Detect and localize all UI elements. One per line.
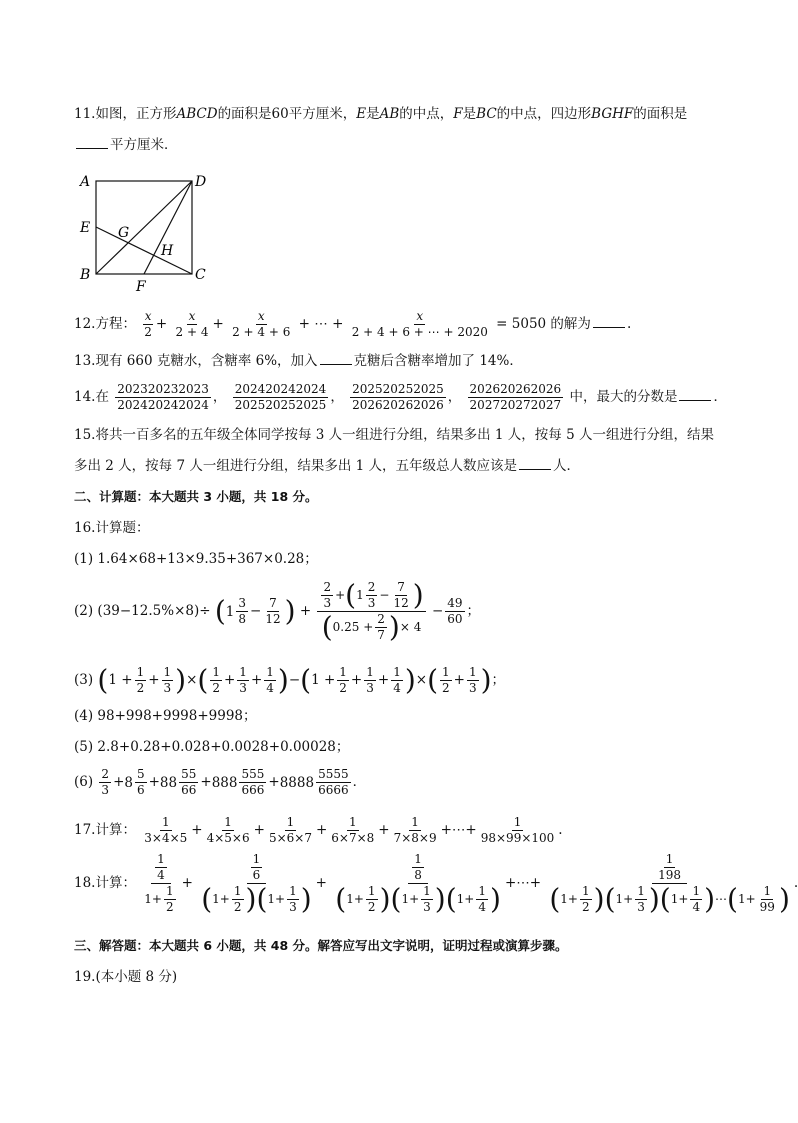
fraction bbox=[233, 382, 329, 413]
denominator: 202420242024 bbox=[117, 398, 209, 412]
answer-blank[interactable] bbox=[593, 313, 625, 328]
q14-text: ， bbox=[447, 389, 462, 405]
numerator: 2 bbox=[367, 580, 376, 594]
whole: 1 bbox=[225, 603, 235, 620]
q11-text: F bbox=[453, 106, 463, 122]
label-b: B bbox=[80, 267, 91, 283]
numerator: 202520252025 bbox=[352, 382, 444, 396]
denominator: 202620262026 bbox=[352, 398, 444, 412]
q16-text: × 4 bbox=[399, 620, 422, 634]
denominator: 2 + 4 bbox=[175, 325, 209, 339]
fraction bbox=[115, 382, 211, 413]
q15-text: 15.将共一百多名的五年级全体同学按每 3 人一组进行分组，结果多出 1 人，按每 5 人一组进行分组，结果 bbox=[74, 427, 714, 443]
q15-text: 人． bbox=[553, 458, 581, 474]
q16-text: (3) bbox=[74, 672, 94, 688]
answer-blank[interactable] bbox=[320, 350, 352, 365]
numerator: x bbox=[144, 309, 152, 323]
denominator: 2 + 4 + 6 bbox=[232, 325, 291, 339]
q16-text: (39−12.5%×8)÷ bbox=[97, 603, 211, 619]
q12-text: . bbox=[626, 316, 632, 332]
fraction bbox=[230, 309, 292, 340]
label-f: F bbox=[136, 279, 146, 295]
label-e: E bbox=[80, 220, 91, 236]
numerator: x bbox=[257, 309, 265, 323]
complex-fraction: $\frac{1}{4}$ 1+ $\frac{1}{2}$ bbox=[144, 852, 174, 914]
q16-text: − bbox=[250, 603, 262, 619]
segment-ed bbox=[96, 227, 192, 274]
denominator: 2 + 4 + 6 + ⋯ + 2020 bbox=[351, 325, 488, 339]
q16-part6: (6) $\frac{2}{3}$ + 8 $\frac{5}{6}$ + 88 $\frac{55}{66}$ + 888 $\frac{555}{666}$ + 8888 $\frac{5555}{6666}$ ． bbox=[74, 767, 367, 797]
q14 bbox=[74, 377, 727, 417]
q16-text: ； bbox=[466, 603, 481, 619]
q14-text: ， bbox=[330, 389, 344, 405]
q16-text: (6) bbox=[74, 774, 94, 790]
complex-fraction bbox=[317, 580, 425, 643]
numerator: $\frac{2}{3}$ +(1 $\frac{2}{3}$ − $\frac{7}{12}$ ) bbox=[317, 580, 425, 612]
section-2-heading: 二、计算题：本大题共 3 小题，共 18 分。 bbox=[74, 489, 318, 504]
numerator: 2 bbox=[323, 580, 332, 594]
q14-text: ． bbox=[713, 389, 727, 405]
fraction bbox=[350, 309, 490, 340]
q12-text: + ⋯ + bbox=[298, 316, 344, 332]
q16-part5: (5) 2.8+0.28+0.028+0.0028+0.00028； bbox=[74, 739, 350, 755]
denominator: 3 bbox=[367, 596, 376, 610]
q12: 12.方程： $\frac{x}{2}$ + $\frac{x}{2 + 4}$ + $\frac{x}{2 + 4 + 6}$ + ⋯ + $\frac{x}{2 + 4 + 6 + \cdots + 2020}$ = 5050 的解为 . bbox=[74, 309, 632, 339]
denominator: (0.25 + $\frac{2}{7}$ )× 4 bbox=[321, 610, 422, 644]
q16-part4: (4) 98+998+9998+9998； bbox=[74, 708, 257, 724]
fraction bbox=[142, 309, 154, 340]
q13 bbox=[74, 350, 523, 371]
numerator: 49 bbox=[447, 596, 463, 610]
denominator: 3 bbox=[323, 596, 332, 610]
fraction bbox=[350, 382, 446, 413]
q19: 19.(本小题 8 分) bbox=[74, 969, 178, 985]
section-3-heading: 三、解答题：本大题共 6 小题，共 48 分。解答应写出文字说明，证明过程或演算步骤。 bbox=[74, 938, 568, 953]
q11-text: 的面积是 bbox=[633, 106, 688, 122]
q11-text: 是 bbox=[366, 106, 380, 122]
answer-blank[interactable] bbox=[76, 134, 108, 149]
numerator: 7 bbox=[269, 596, 277, 610]
q11-text: BC bbox=[476, 106, 497, 122]
segment-fd bbox=[144, 181, 192, 274]
numerator: x bbox=[188, 309, 196, 323]
q15-line2 bbox=[74, 455, 580, 476]
q11-text: 的中点，四边形 bbox=[496, 106, 592, 122]
q18-text: 18.计算： bbox=[74, 875, 136, 891]
denominator: 12 bbox=[393, 596, 409, 610]
square-diagram bbox=[74, 170, 214, 295]
segment-bd bbox=[96, 181, 192, 274]
q11-text: 的面积是60平方厘米， bbox=[217, 106, 357, 122]
q11-line1 bbox=[74, 104, 687, 124]
answer-blank[interactable] bbox=[519, 455, 551, 470]
q18: 18.计算： $\frac{1}{4}$ 1+ $\frac{1}{2}$ + $\frac{1}{6}$ (1+ $\frac{1}{2}$ )(1+ $\frac{1}{3}$ ) + $\frac{1}{8}$ (1+ $\frac{1}{2}$ )(1+ $\frac{1}{3}$ )(1+ $\frac{1}{4}$ ) +⋯+ $\frac{1}{198}$ (1+ $\frac{1}{2}$ )(1+ $\frac{1}{3}$ )(1+ $\frac{1}{4}$ )⋯(1+ $\frac{1}{99}$ ) . bbox=[74, 852, 798, 916]
q11-text: 11.如图，正方形 bbox=[74, 106, 177, 122]
label-h: H bbox=[161, 243, 174, 259]
numerator: 202620262026 bbox=[469, 382, 562, 396]
numerator: 202320232023 bbox=[117, 382, 209, 396]
numerator: 7 bbox=[397, 580, 405, 594]
denominator: 202720272027 bbox=[469, 398, 562, 412]
denominator: 202520252025 bbox=[234, 398, 327, 412]
q17: 17.计算： $\frac{1}{3\times 4\times 5}$ + $\frac{1}{4\times 5\times 6}$ + $\frac{1}{5\times 6\times 7}$ + $\frac{1}{6\times 7\times 8}$ + $\frac{1}{7\times 8\times 9}$ +⋯+ $\frac{1}{98\times 99\times 100}$ . bbox=[74, 815, 563, 845]
q16-text: (2) bbox=[74, 603, 94, 619]
q11-text: 是 bbox=[462, 106, 477, 122]
q13-text: 克糖后含糖率增加了 14%． bbox=[353, 353, 523, 369]
q16-text: 0.25 + bbox=[332, 620, 374, 634]
numerator: 3 bbox=[238, 596, 247, 610]
numerator: 2 bbox=[377, 612, 385, 626]
mixed-number bbox=[226, 596, 250, 627]
q16-text: 1 + bbox=[108, 672, 133, 688]
q16-part1: (1) 1.64×68+13×9.35+367×0.28； bbox=[74, 551, 318, 567]
q13-text: 13.现有 660 克糖水，含糖率 6%，加入 bbox=[74, 353, 318, 369]
q11-text: AB bbox=[379, 106, 400, 122]
complex-fraction: $\frac{1}{8}$ (1+ $\frac{1}{2}$ )(1+ $\frac{1}{3}$ )(1+ $\frac{1}{4}$ ) bbox=[335, 852, 501, 916]
q12-text: = 5050 的解为 bbox=[496, 316, 591, 332]
numerator: 202420242024 bbox=[234, 382, 327, 396]
fraction bbox=[174, 309, 211, 340]
fraction bbox=[468, 382, 564, 413]
q14-text: ， bbox=[212, 389, 227, 405]
q17-text: 17.计算： bbox=[74, 822, 136, 838]
q11-line2 bbox=[74, 134, 178, 155]
denominator: 12 bbox=[265, 612, 281, 626]
q16-part3: (3) (1 + $\frac{1}{2}$ + $\frac{1}{3}$ )×( $\frac{1}{2}$ + $\frac{1}{3}$ + $\frac{1}{4}$ )−(1 + $\frac{1}{2}$ + $\frac{1}{3}$ + $\frac{1}{4}$ )×( $\frac{1}{2}$ + $\frac{1}{3}$ )； bbox=[74, 663, 506, 697]
q14-text: 中，最大的分数是 bbox=[569, 389, 678, 405]
label-d: D bbox=[195, 174, 207, 190]
label-a: A bbox=[80, 174, 91, 190]
q16-part2: (2) (39−12.5%×8)÷ ( 1 $\frac{3}{8}$ − $\frac{7}{12}$ ) + $\frac{2}{3}$ +(1 $\frac{2}{3}$ − $\frac{7}{12}$ ) (0.25 + $\frac{2}{7}$ )× 4 − $\frac{49}{60}$ ； bbox=[74, 578, 481, 644]
q16-text: + bbox=[299, 603, 312, 619]
label-g: G bbox=[118, 225, 130, 241]
q15-text: 多出 2 人，按每 7 人一组进行分组，结果多出 1 人，五年级总人数应该是 bbox=[74, 458, 518, 474]
whole: 1 bbox=[356, 588, 364, 602]
q11-text: 平方厘米． bbox=[110, 137, 178, 153]
q15-line1 bbox=[74, 425, 714, 445]
complex-fraction: $\frac{1}{6}$ (1+ $\frac{1}{2}$ )(1+ $\frac{1}{3}$ ) bbox=[201, 852, 312, 916]
denominator: 2 bbox=[144, 325, 152, 339]
label-c: C bbox=[195, 267, 206, 283]
q11-text: 的中点， bbox=[399, 106, 454, 122]
complex-fraction: $\frac{1}{198}$ (1+ $\frac{1}{2}$ )(1+ $\frac{1}{3}$ )(1+ $\frac{1}{4}$ )⋯(1+ $\frac{1}{99}$ ) bbox=[549, 852, 790, 916]
denominator: 60 bbox=[447, 612, 463, 626]
denominator: 8 bbox=[238, 612, 247, 626]
denominator: 7 bbox=[377, 628, 385, 642]
q11-text: E bbox=[356, 106, 367, 122]
q16-title: 16.计算题： bbox=[74, 520, 150, 536]
answer-blank[interactable] bbox=[679, 386, 711, 401]
numerator: x bbox=[416, 309, 424, 323]
q11-text: ABCD bbox=[176, 106, 218, 122]
q14-text: 14.在 bbox=[74, 389, 109, 405]
q11-text: BGHF bbox=[591, 106, 634, 122]
q12-text: 12.方程： bbox=[74, 316, 136, 332]
